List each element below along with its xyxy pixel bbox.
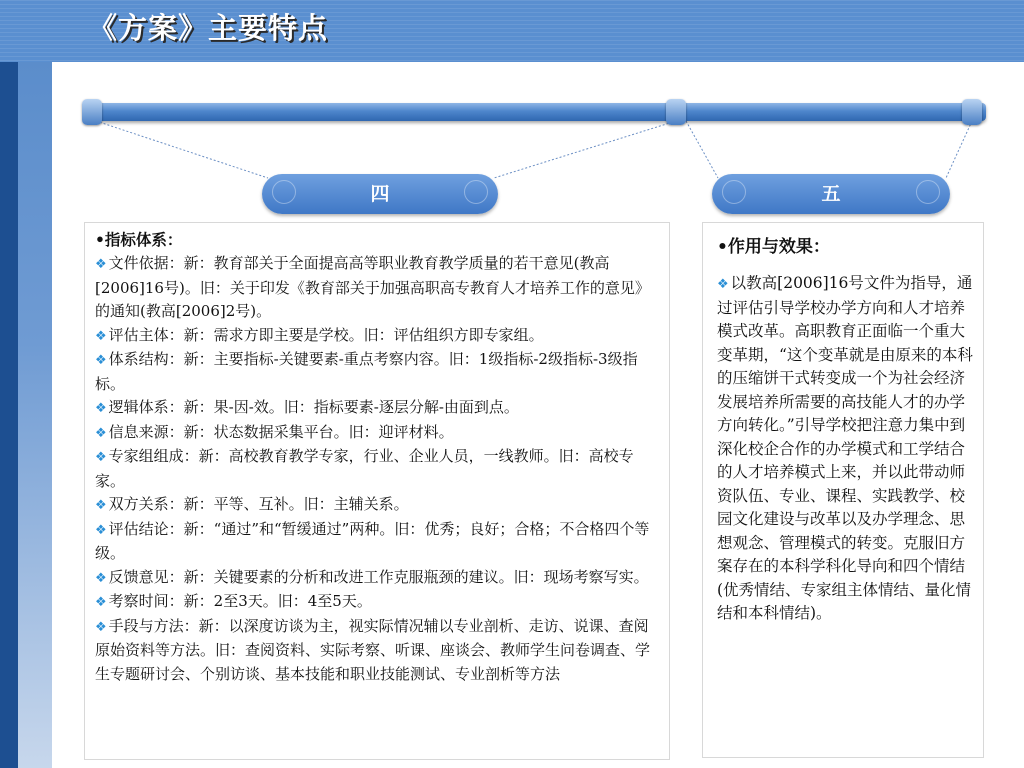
diamond-bullet-icon: ❖ [95, 450, 107, 465]
section-five-label [712, 174, 950, 214]
list-item-text: 专家组组成：新：高校教育教学专家，行业、企业人员，一线教师。旧：高校专家。 [95, 447, 634, 490]
list-item-text: 评估主体：新：需求方即主要是学校。旧：评估组织方即专家组。 [108, 325, 544, 344]
indicator-system-heading: •指标体系： [95, 230, 183, 249]
pill-ornament [272, 180, 296, 204]
list-item-text: 手段与方法：新：以深度访谈为主，视实际情况辅以专业剖析、走访、说课、查阅原始资料等方法。旧：查阅资料、实际考察、听课、座谈会、教师学生问卷调查、学生专题研讨会、个别访谈、基本技能和职业技能测试、专业剖析等方法 [95, 616, 651, 683]
list-item [95, 615, 659, 687]
diamond-bullet-icon: ❖ [95, 353, 107, 368]
diamond-bullet-icon: ❖ [95, 425, 107, 441]
pill-ornament [722, 180, 746, 204]
list-item [95, 518, 659, 566]
section-four-text: 四 [370, 183, 390, 205]
diamond-bullet-icon: ❖ [95, 498, 107, 513]
section-four-label [262, 174, 498, 214]
list-item-text: 评估结论：新：“通过”和“暂缓通过”两种。旧：优秀；良好；合格；不合格四个等级。 [95, 519, 650, 562]
list-item-text: 信息来源：新：状态数据采集平台。旧：迎评材料。 [108, 422, 454, 441]
diamond-bullet-icon: ❖ [95, 619, 107, 635]
list-item [95, 324, 659, 349]
list-item-text: 反馈意见：新：关键要素的分析和改进工作克服瓶颈的建议。旧：现场考察写实。 [108, 567, 649, 586]
list-item-text: 逻辑体系：新：果-因-效。旧：指标要素-逐层分解-由面到点。 [108, 398, 519, 416]
list-item [95, 590, 659, 615]
list-item [95, 252, 659, 324]
indicator-system-panel [84, 222, 670, 760]
diamond-bullet-icon: ❖ [95, 257, 107, 272]
indicator-list [95, 252, 659, 686]
effects-panel [702, 222, 984, 758]
page-title: 《方案》主要特点 [88, 11, 329, 45]
list-item [95, 566, 659, 591]
list-item-text: 考察时间：新：2至3天。旧：4至5天。 [108, 592, 372, 610]
diamond-bullet-icon: ❖ [717, 277, 729, 292]
effects-body-text: 以教高[2006]16号文件为指导，通过评估引导学校办学方向和人才培养模式改革。高职教育正面临一个重大变革期，“这个变革就是由原来的本科的压缩饼干式转变成一个为社会经济发展培养所需要的高技能人才的办学方向转化。”引导学校把注意力集中到深化校企合作的办学模式和工学结合的人才培养模式上来，并以此带动师资队伍、专业、课程、实践教学、校园文化建设与改革以及办学理念、思想观念、管理模式的转变。克服旧方案存在的本科学科化导向和四个情结(优秀情结、专家组主体情结、量化情结和本科情结)。 [717, 274, 973, 622]
timeline-knob-middle [666, 99, 686, 125]
diamond-bullet-icon: ❖ [95, 401, 107, 416]
diamond-bullet-icon: ❖ [95, 595, 107, 610]
list-item [95, 348, 659, 396]
list-item [95, 396, 659, 421]
list-item [95, 445, 659, 493]
list-item [95, 421, 659, 446]
list-item [95, 493, 659, 518]
pill-ornament [916, 180, 940, 204]
diamond-bullet-icon: ❖ [95, 570, 107, 586]
timeline-knob-left [82, 99, 102, 125]
diamond-bullet-icon: ❖ [95, 522, 107, 538]
section-five-text: 五 [821, 183, 841, 205]
list-item-text: 双方关系：新：平等、互补。旧：主辅关系。 [108, 495, 409, 513]
effects-body [717, 272, 975, 626]
diamond-bullet-icon: ❖ [95, 328, 107, 344]
effects-heading: •作用与效果： [717, 237, 830, 257]
list-item-text: 文件依据：新：教育部关于全面提高高等职业教育教学质量的若干意见(教高[2006]16号)。旧：关于印发《教育部关于加强高职高专教育人才培养工作的意见》的通知(教高[2006]2号)。 [95, 254, 650, 320]
timeline-bar [86, 103, 986, 121]
pill-ornament [464, 180, 488, 204]
list-item-text: 体系结构：新：主要指标-关键要素-重点考察内容。旧：1级指标-2级指标-3级指标。 [95, 350, 638, 393]
timeline-knob-right [962, 99, 982, 125]
